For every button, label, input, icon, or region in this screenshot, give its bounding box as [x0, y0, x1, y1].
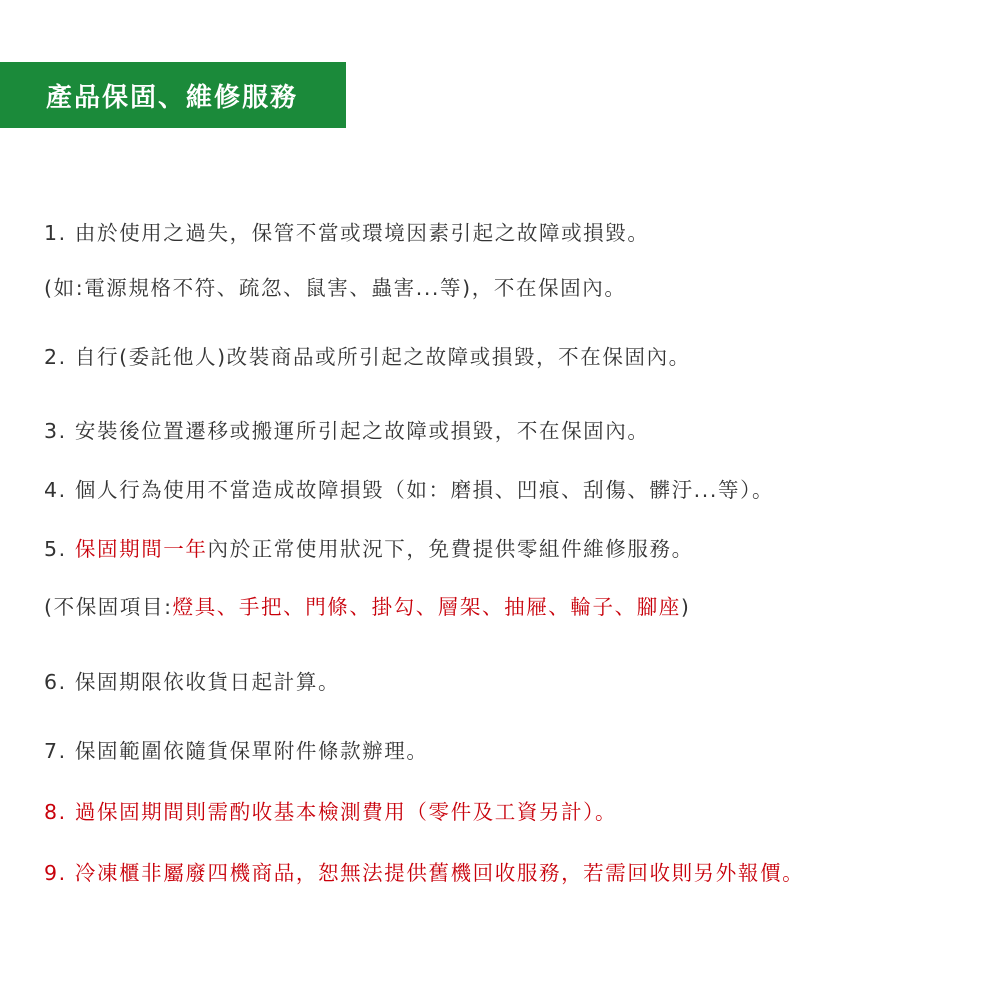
warranty-term-line [44, 418, 649, 444]
highlighted-text: 8. 過保固期間則需酌收基本檢測費用（零件及工資另計）。 [44, 800, 618, 824]
warranty-term-line [44, 536, 694, 562]
warranty-term-line [44, 344, 691, 370]
warranty-term-line [44, 275, 626, 301]
term-text: 6. 保固期限依收貨日起計算。 [44, 670, 341, 694]
warranty-term-line [44, 799, 617, 825]
warranty-term-line [44, 860, 804, 886]
section-title: 產品保固、維修服務 [46, 83, 299, 113]
highlighted-text: 9. 冷凍櫃非屬廢四機商品，恕無法提供舊機回收服務，若需回收則另外報價。 [44, 861, 805, 885]
term-text: (不保固項目: [44, 595, 173, 619]
warranty-term-line [44, 669, 340, 695]
term-text: 4. 個人行為使用不當造成故障損毀（如：磨損、凹痕、刮傷、髒汙...等）。 [44, 478, 775, 502]
term-text: 3. 安裝後位置遷移或搬運所引起之故障或損毀，不在保固內。 [44, 419, 650, 443]
term-text: (如:電源規格不符、疏忽、鼠害、蟲害...等)，不在保固內。 [44, 276, 627, 300]
highlighted-text: 保固期間一年 [74, 537, 208, 561]
term-text: 5. [44, 537, 75, 561]
term-text: ) [680, 595, 691, 619]
term-text: 內於正常使用狀況下，免費提供零組件維修服務。 [207, 537, 694, 561]
warranty-term-line [44, 594, 691, 620]
warranty-term-line [44, 477, 774, 503]
highlighted-text: 燈具、手把、門條、掛勾、層架、抽屜、輪子、腳座 [172, 595, 681, 619]
term-text: 7. 保固範圍依隨貨保單附件條款辦理。 [44, 739, 429, 763]
warranty-term-line [44, 738, 428, 764]
term-text: 1. 由於使用之過失，保管不當或環境因素引起之故障或損毀。 [44, 221, 650, 245]
term-text: 2. 自行(委託他人)改裝商品或所引起之故障或損毀，不在保固內。 [44, 345, 691, 369]
warranty-term-line [44, 220, 649, 246]
section-header-banner [0, 62, 346, 128]
